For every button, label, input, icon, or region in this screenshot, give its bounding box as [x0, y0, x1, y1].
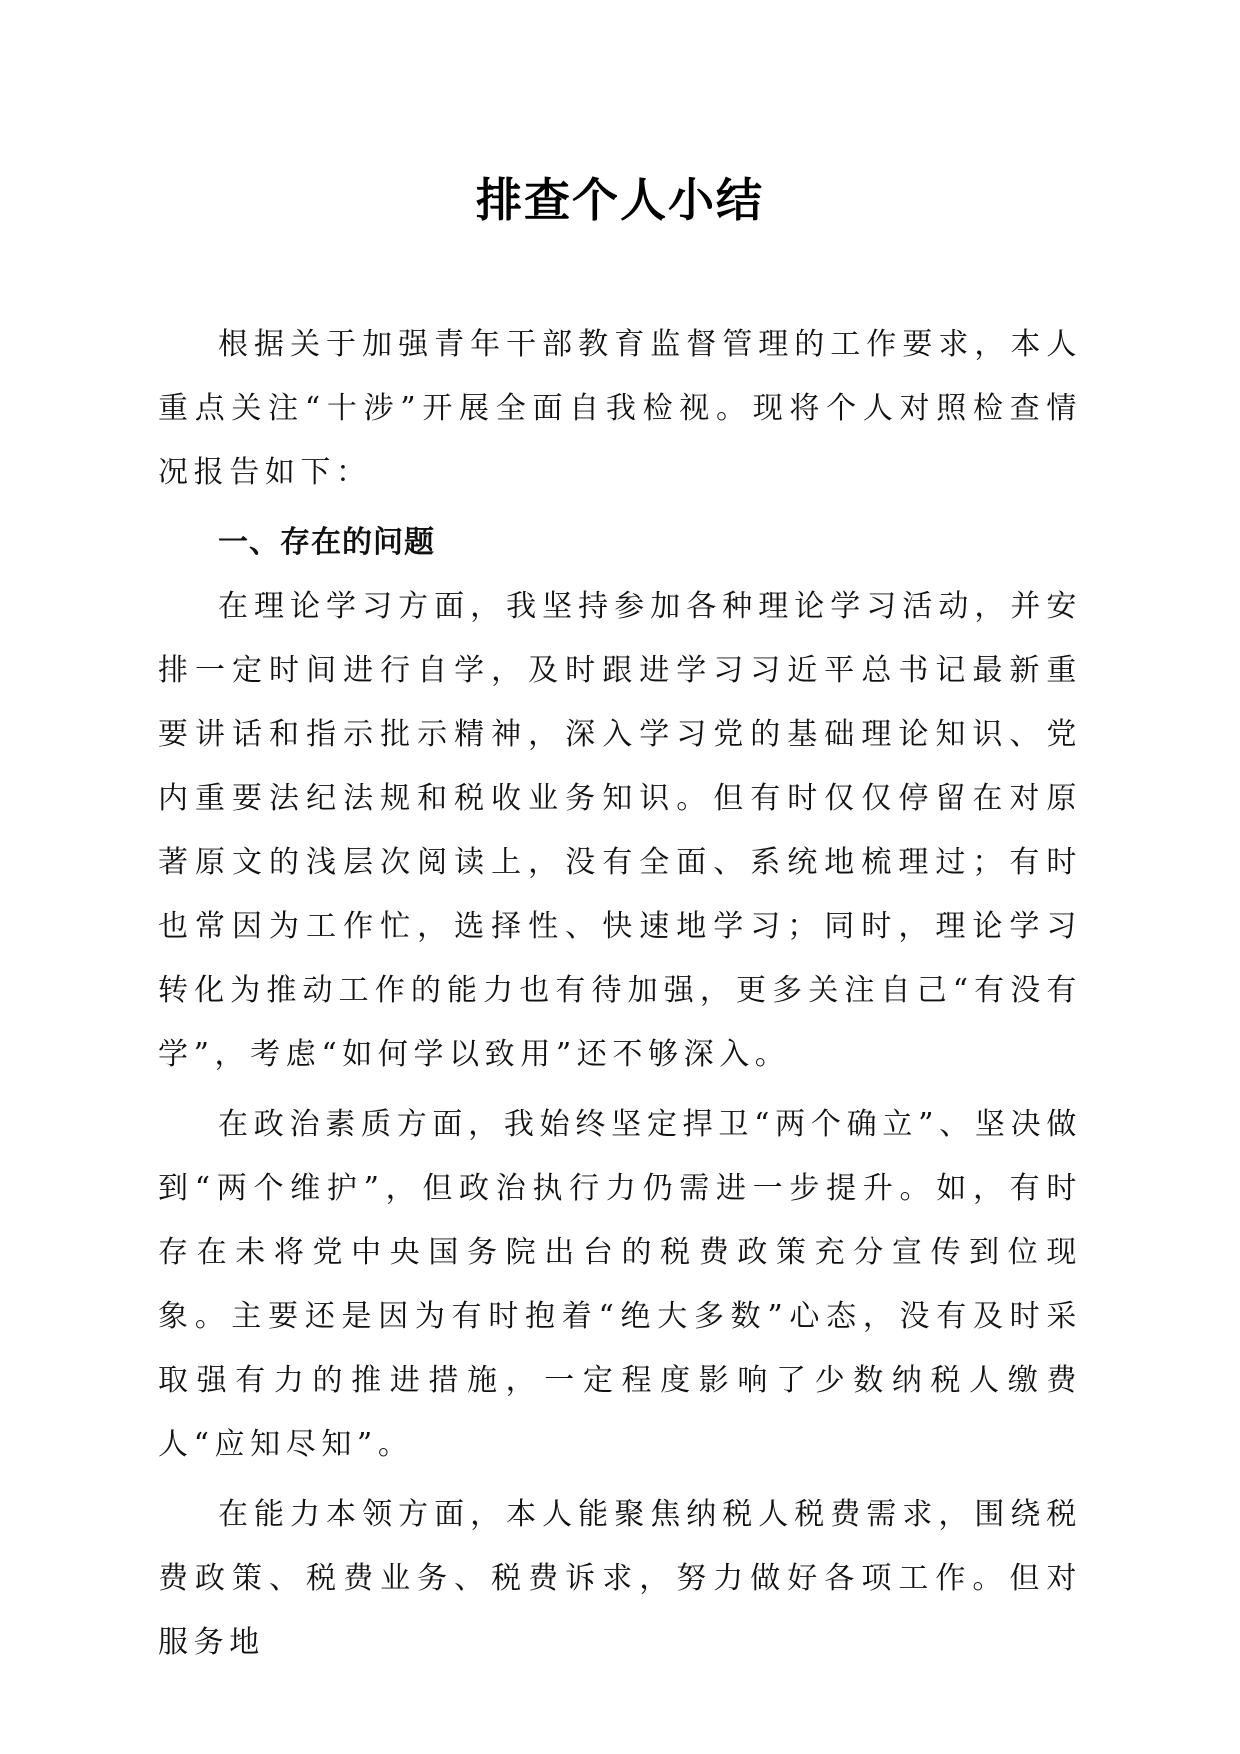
paragraph-ability: 在能力本领方面，本人能聚焦纳税人税费需求，围绕税费政策、税费业务、税费诉求，努力做好各项工作。但对服务地	[158, 1497, 1082, 1660]
paragraph-political-quality: 在政治素质方面，我始终坚定捍卫“两个确立”、坚决做到“两个维护”，但政治执行力仍需进一步提升。如，有时存在未将党中央国务院出台的税费政策充分宣传到位现象。主要还是因为有时抱着“绝大多数”心态，没有及时采取强有力的推进措施，一定程度影响了少数纳税人缴费人“应知尽知”。	[158, 1107, 1082, 1462]
document-title: 排查个人小结	[476, 173, 764, 227]
section-heading-problems: 一、存在的问题	[218, 525, 435, 560]
document-body	[158, 313, 1082, 1675]
paragraph-theory-study: 在理论学习方面，我坚持参加各种理论学习活动，并安排一定时间进行自学，及时跟进学习习近平总书记最新重要讲话和指示批示精神，深入学习党的基础理论知识、党内重要法纪法规和税收业务知识。但有时仅仅停留在对原著原文的浅层次阅读上，没有全面、系统地梳理过；有时也常因为工作忙，选择性、快速地学习；同时，理论学习转化为推动工作的能力也有待加强，更多关注自己“有没有学”，考虑“如何学以致用”还不够深入。	[158, 589, 1082, 1072]
intro-paragraph: 根据关于加强青年干部教育监督管理的工作要求，本人重点关注“十涉”开展全面自我检视。现将个人对照检查情况报告如下：	[158, 327, 1082, 490]
